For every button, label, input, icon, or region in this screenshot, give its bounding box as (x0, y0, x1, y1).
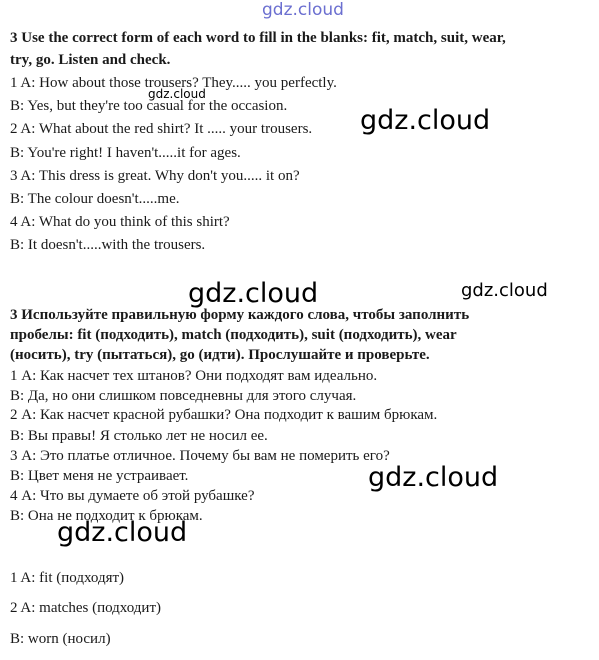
dialogue-line: 1 A: How about those trousers? They..... you perfectly. (10, 75, 337, 91)
answer-line: 1 A: fit (подходят) (10, 570, 125, 586)
translation-line: 3 А: Это платье отличное. Почему бы вам не померить его? (10, 448, 390, 464)
translation-line: 1 А: Как насчет тех штанов? Они подходят вам идеально. (10, 368, 378, 384)
answer-line: B: worn (носил) (10, 631, 111, 647)
dialogue-line: 4 A: What do you think of this shirt? (10, 214, 230, 230)
dialogue-line: B: The colour doesn't.....me. (10, 191, 180, 207)
translation-line: В: Она не подходит к брюкам. (10, 508, 203, 524)
translation-line: 2 А: Как насчет красной рубашки? Она подходит к вашим брюкам. (10, 407, 438, 423)
dialogue-line: 3 A: This dress is great. Why don't you..... it on? (10, 168, 300, 184)
dialogue-line: B: You're right! I haven't.....it for ages. (10, 145, 241, 161)
dialogue-line: 2 A: What about the red shirt? It ..... your trousers. (10, 121, 313, 137)
watermark-large-3: gdz.cloud (368, 462, 499, 493)
watermark-medium: gdz.cloud (461, 280, 548, 301)
answer-line: 2 A: matches (подходит) (10, 600, 161, 616)
translation-line: В: Цвет меня не устраивает. (10, 468, 189, 484)
watermark-large-2: gdz.cloud (188, 278, 319, 309)
task-heading-ru: 3 Используйте правильную форму каждого слова, чтобы заполнить (10, 307, 470, 323)
task-heading-ru-cont: пробелы: fit (подходить), match (подходить), suit (подходить), wear (10, 327, 457, 343)
watermark-large-1: gdz.cloud (360, 105, 491, 136)
task-heading-en: 3 Use the correct form of each word to fill in the blanks: fit, match, suit, wear, (10, 30, 506, 46)
watermark-small: gdz.cloud (148, 87, 206, 101)
translation-line: 4 А: Что вы думаете об этой рубашке? (10, 488, 255, 504)
watermark-large-4: gdz.cloud (57, 517, 188, 548)
task-heading-en-cont: try, go. Listen and check. (10, 52, 171, 68)
translation-line: В: Вы правы! Я столько лет не носил ее. (10, 428, 268, 444)
translation-line: В: Да, но они слишком повседневны для этого случая. (10, 388, 357, 404)
dialogue-line: B: It doesn't.....with the trousers. (10, 237, 206, 253)
watermark-top: gdz.cloud (262, 0, 344, 20)
task-heading-ru-cont: (носить), try (пытаться), go (идти). Прослушайте и проверьте. (10, 347, 430, 363)
dialogue-line: B: Yes, but they're too casual for the occasion. (10, 98, 288, 114)
